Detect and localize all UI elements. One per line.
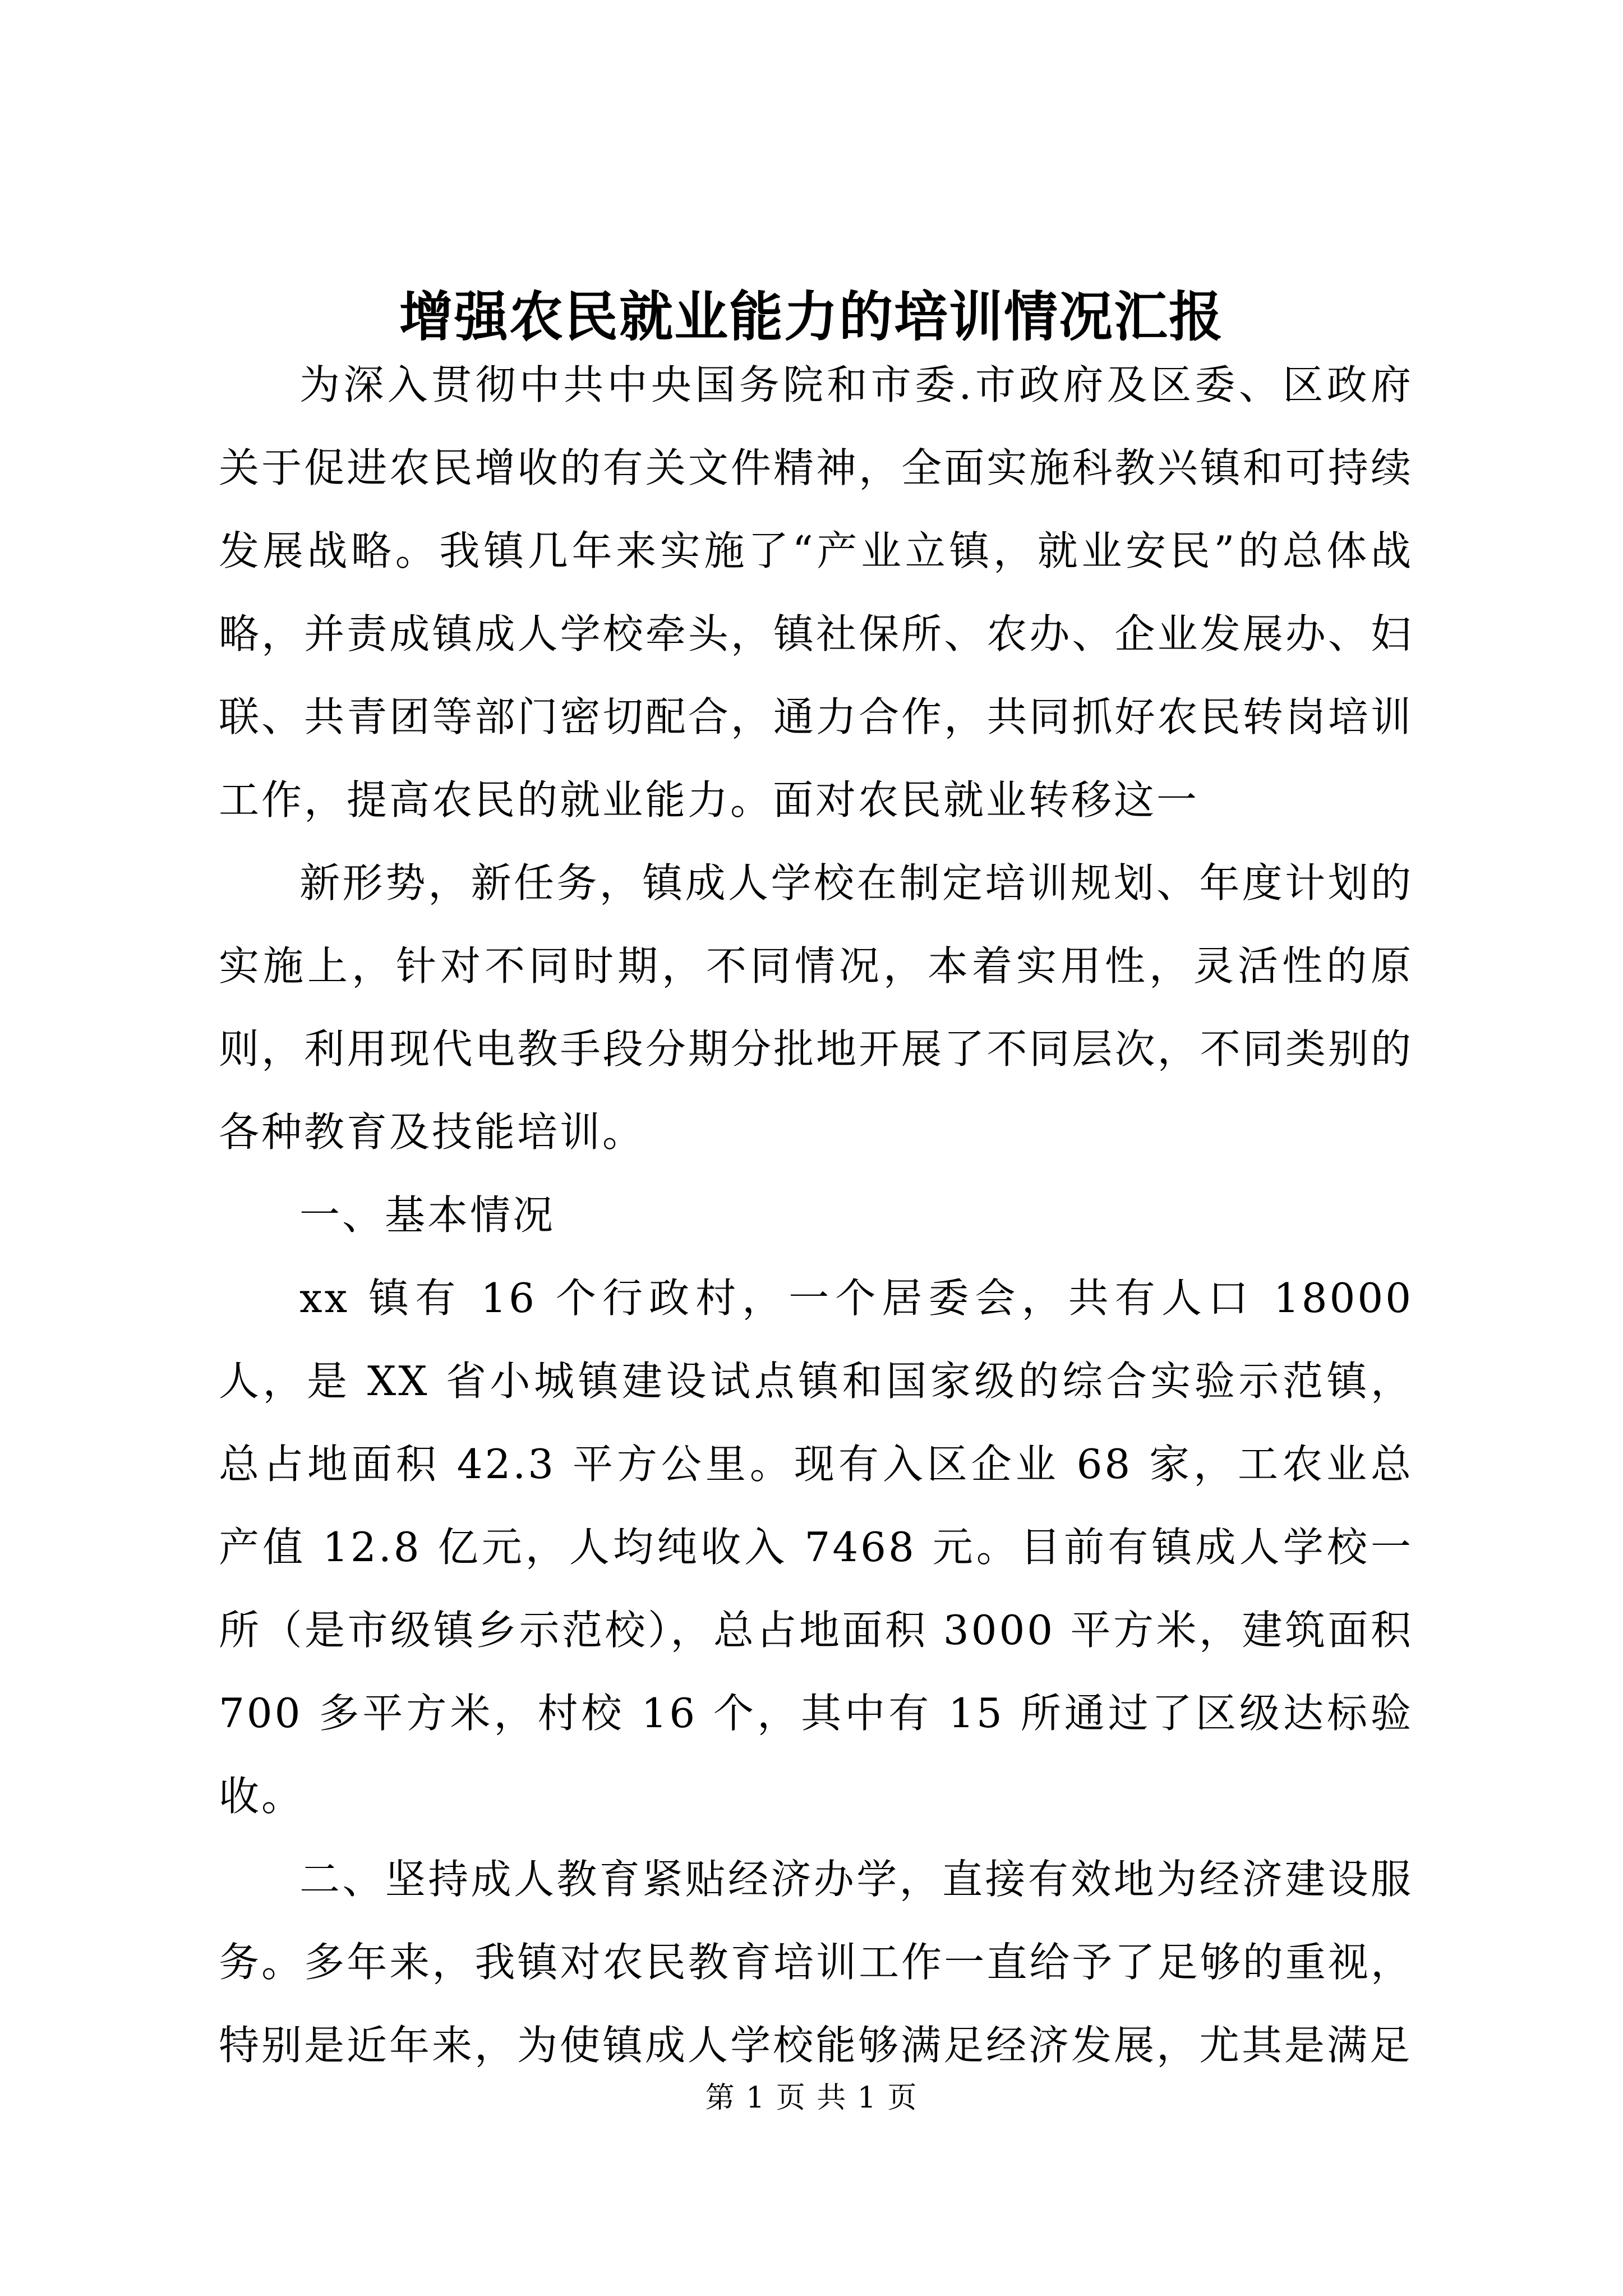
section-heading-basic-info: 一、基本情况 xyxy=(299,1191,556,1239)
document-title: 增强农民就业能力的培训情况汇报 xyxy=(399,285,1224,348)
paragraph-section-two: 二、坚持成人教育紧贴经济办学，直接有效地为经济建设服务。多年来，我镇对农民教育培训工作一直给予了足够的重视，特别是近年来，为使镇成人学校能够满足经济发展，尤其是满足 xyxy=(219,1856,1413,2069)
paragraph-new-situation: 新形势，新任务，镇成人学校在制定培训规划、年度计划的实施上，针对不同时期，不同情况，本着实用性，灵活性的原则，利用现代电教手段分期分批地开展了不同层次，不同类别的各种教育及技能培训。 xyxy=(219,859,1413,1156)
paragraph-intro: 为深入贯彻中共中央国务院和市委.市政府及区委、区政府关于促进农民增收的有关文件精神，全面实施科教兴镇和可持续发展战略。我镇几年来实施了“产业立镇，就业安民”的总体战略，并责成镇成人学校牵头，镇社保所、农办、企业发展办、妇联、共青团等部门密切配合，通力合作，共同抓好农民转岗培训工作，提高农民的就业能力。面对农民就业转移这一 xyxy=(219,361,1413,823)
paragraph-basic-info: xx 镇有 16 个行政村，一个居委会，共有人口 18000 人，是 XX 省小城镇建设试点镇和国家级的综合实验示范镇，总占地面积 42.3 平方公里。现有入区企业 68 家，工农业总产值 12.8 亿元，人均纯收入 7468 元。目前有镇成人学校一所（是市级镇乡示范校），总占地面积 3000 平方米，建筑面积 700 多平方米，村校 16 个，其中有 15 所通过了区级达标验收。 xyxy=(219,1274,1413,1820)
page-footer: 第 1 页 共 1 页 xyxy=(705,2081,918,2115)
document-body xyxy=(219,343,1413,2087)
